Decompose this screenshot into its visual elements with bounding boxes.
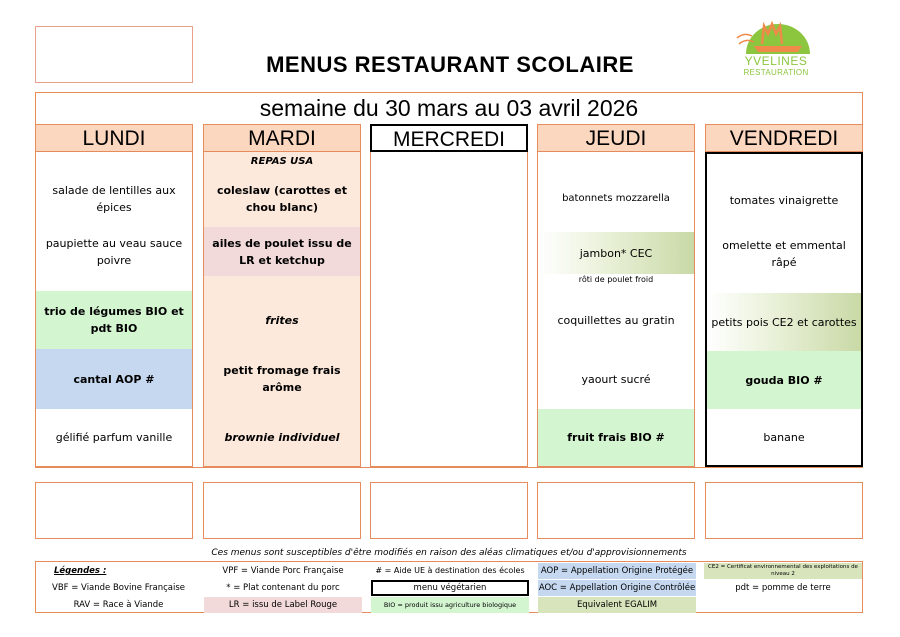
menu-item: fruit frais BIO # [538,409,694,466]
menu-item: frites [265,313,299,327]
menu-item: petits pois CE2 et carottes [707,293,861,351]
logo-subtext: RESTAURATION [743,68,809,77]
menu-alt-item: rôti de poulet froid [578,275,654,284]
menu-item: paupiette au veau sauce poivre [45,236,183,267]
legend-lr: LR = issu de Label Rouge [204,597,362,613]
week-title: semaine du 30 mars au 03 avril 2026 [259,95,639,121]
menu-item: cantal AOP # [36,349,192,409]
menu-item: banane [763,431,805,444]
menu-item: coleslaw (carottes et chou blanc) [216,183,348,214]
menu-item: salade de lentilles aux épices [52,183,176,214]
top-left-box [35,26,193,83]
day-header-mercredi: MERCREDI [370,124,528,152]
menu-item: coquillettes au gratin [557,313,675,327]
legend-porc: * = Plat contenant du porc [226,583,340,593]
day-body-mercredi [370,152,528,467]
page-title: MENUS RESTAURANT SCOLAIRE [266,52,634,77]
day-column-mardi [203,124,361,467]
disclaimer-note: Ces menus sont susceptibles d'être modifiés en raison des aléas climatiques et/ou d'approvisionnements [211,548,687,558]
menu-item: gélifié parfum vanille [55,431,173,444]
day-body-vendredi [705,152,863,467]
menu-item: omelette et emmental râpé [722,238,846,269]
extra-box-mercredi [370,482,528,539]
day-header-mardi: MARDI [203,124,361,152]
day-header-lundi: LUNDI [35,124,193,152]
legend-bio: BIO = produit issu agriculture biologique [371,597,529,613]
extra-box-vendredi [705,482,863,539]
legend-aop: AOP = Appellation Origine Protégée [538,563,696,579]
day-body-mardi [203,152,361,467]
legend-title: Légendes : [54,566,107,576]
extra-box-mardi [203,482,361,539]
extra-box-lundi [35,482,193,539]
legend-aide-ue: # = Aide UE à destination des écoles [375,566,525,575]
day-column-mercredi [370,124,528,467]
extra-box-jeudi [537,482,695,539]
menu-item: jambon* CEC [538,232,694,274]
legend-vegetarien: menu végétarien [371,580,529,596]
day-body-lundi [35,152,193,467]
day-body-jeudi [537,152,695,467]
day-header-vendredi: VENDREDI [705,124,863,152]
legend-pdt: pdt = pomme de terre [735,583,831,593]
day-column-jeudi [537,124,695,467]
legend-table [35,561,863,613]
menu-item: yaourt sucré [581,372,651,386]
menu-item: gouda BIO # [707,351,861,409]
legend-ce2: CE2 = Certificat environnemental des exploitations de niveau 2 [704,563,862,579]
menu-item: batonnets mozzarella [562,193,670,204]
menu-theme: REPAS USA [250,155,314,167]
menu-item: tomates vinaigrette [729,194,839,207]
day-column-vendredi [705,124,863,467]
day-column-lundi [35,124,193,467]
menu-item: petit fromage frais arôme [223,364,341,394]
legend-egalim: Equivalent EGALIM [538,597,696,613]
legend-vbf: VBF = Viande Bovine Française [52,583,185,593]
legend-rav: RAV = Race à Viande [73,600,164,610]
legend-vpf: VPF = Viande Porc Française [222,566,344,576]
logo-text: YVELINES [744,54,808,68]
legend-aoc: AOC = Appellation Origine Contrôlée [538,580,696,596]
menu-item: brownie individuel [224,431,340,444]
day-header-jeudi: JEUDI [537,124,695,152]
menu-item: ailes de poulet issu de LR et ketchup [204,227,360,276]
menu-item: trio de légumes BIO et pdt BIO [36,291,192,349]
